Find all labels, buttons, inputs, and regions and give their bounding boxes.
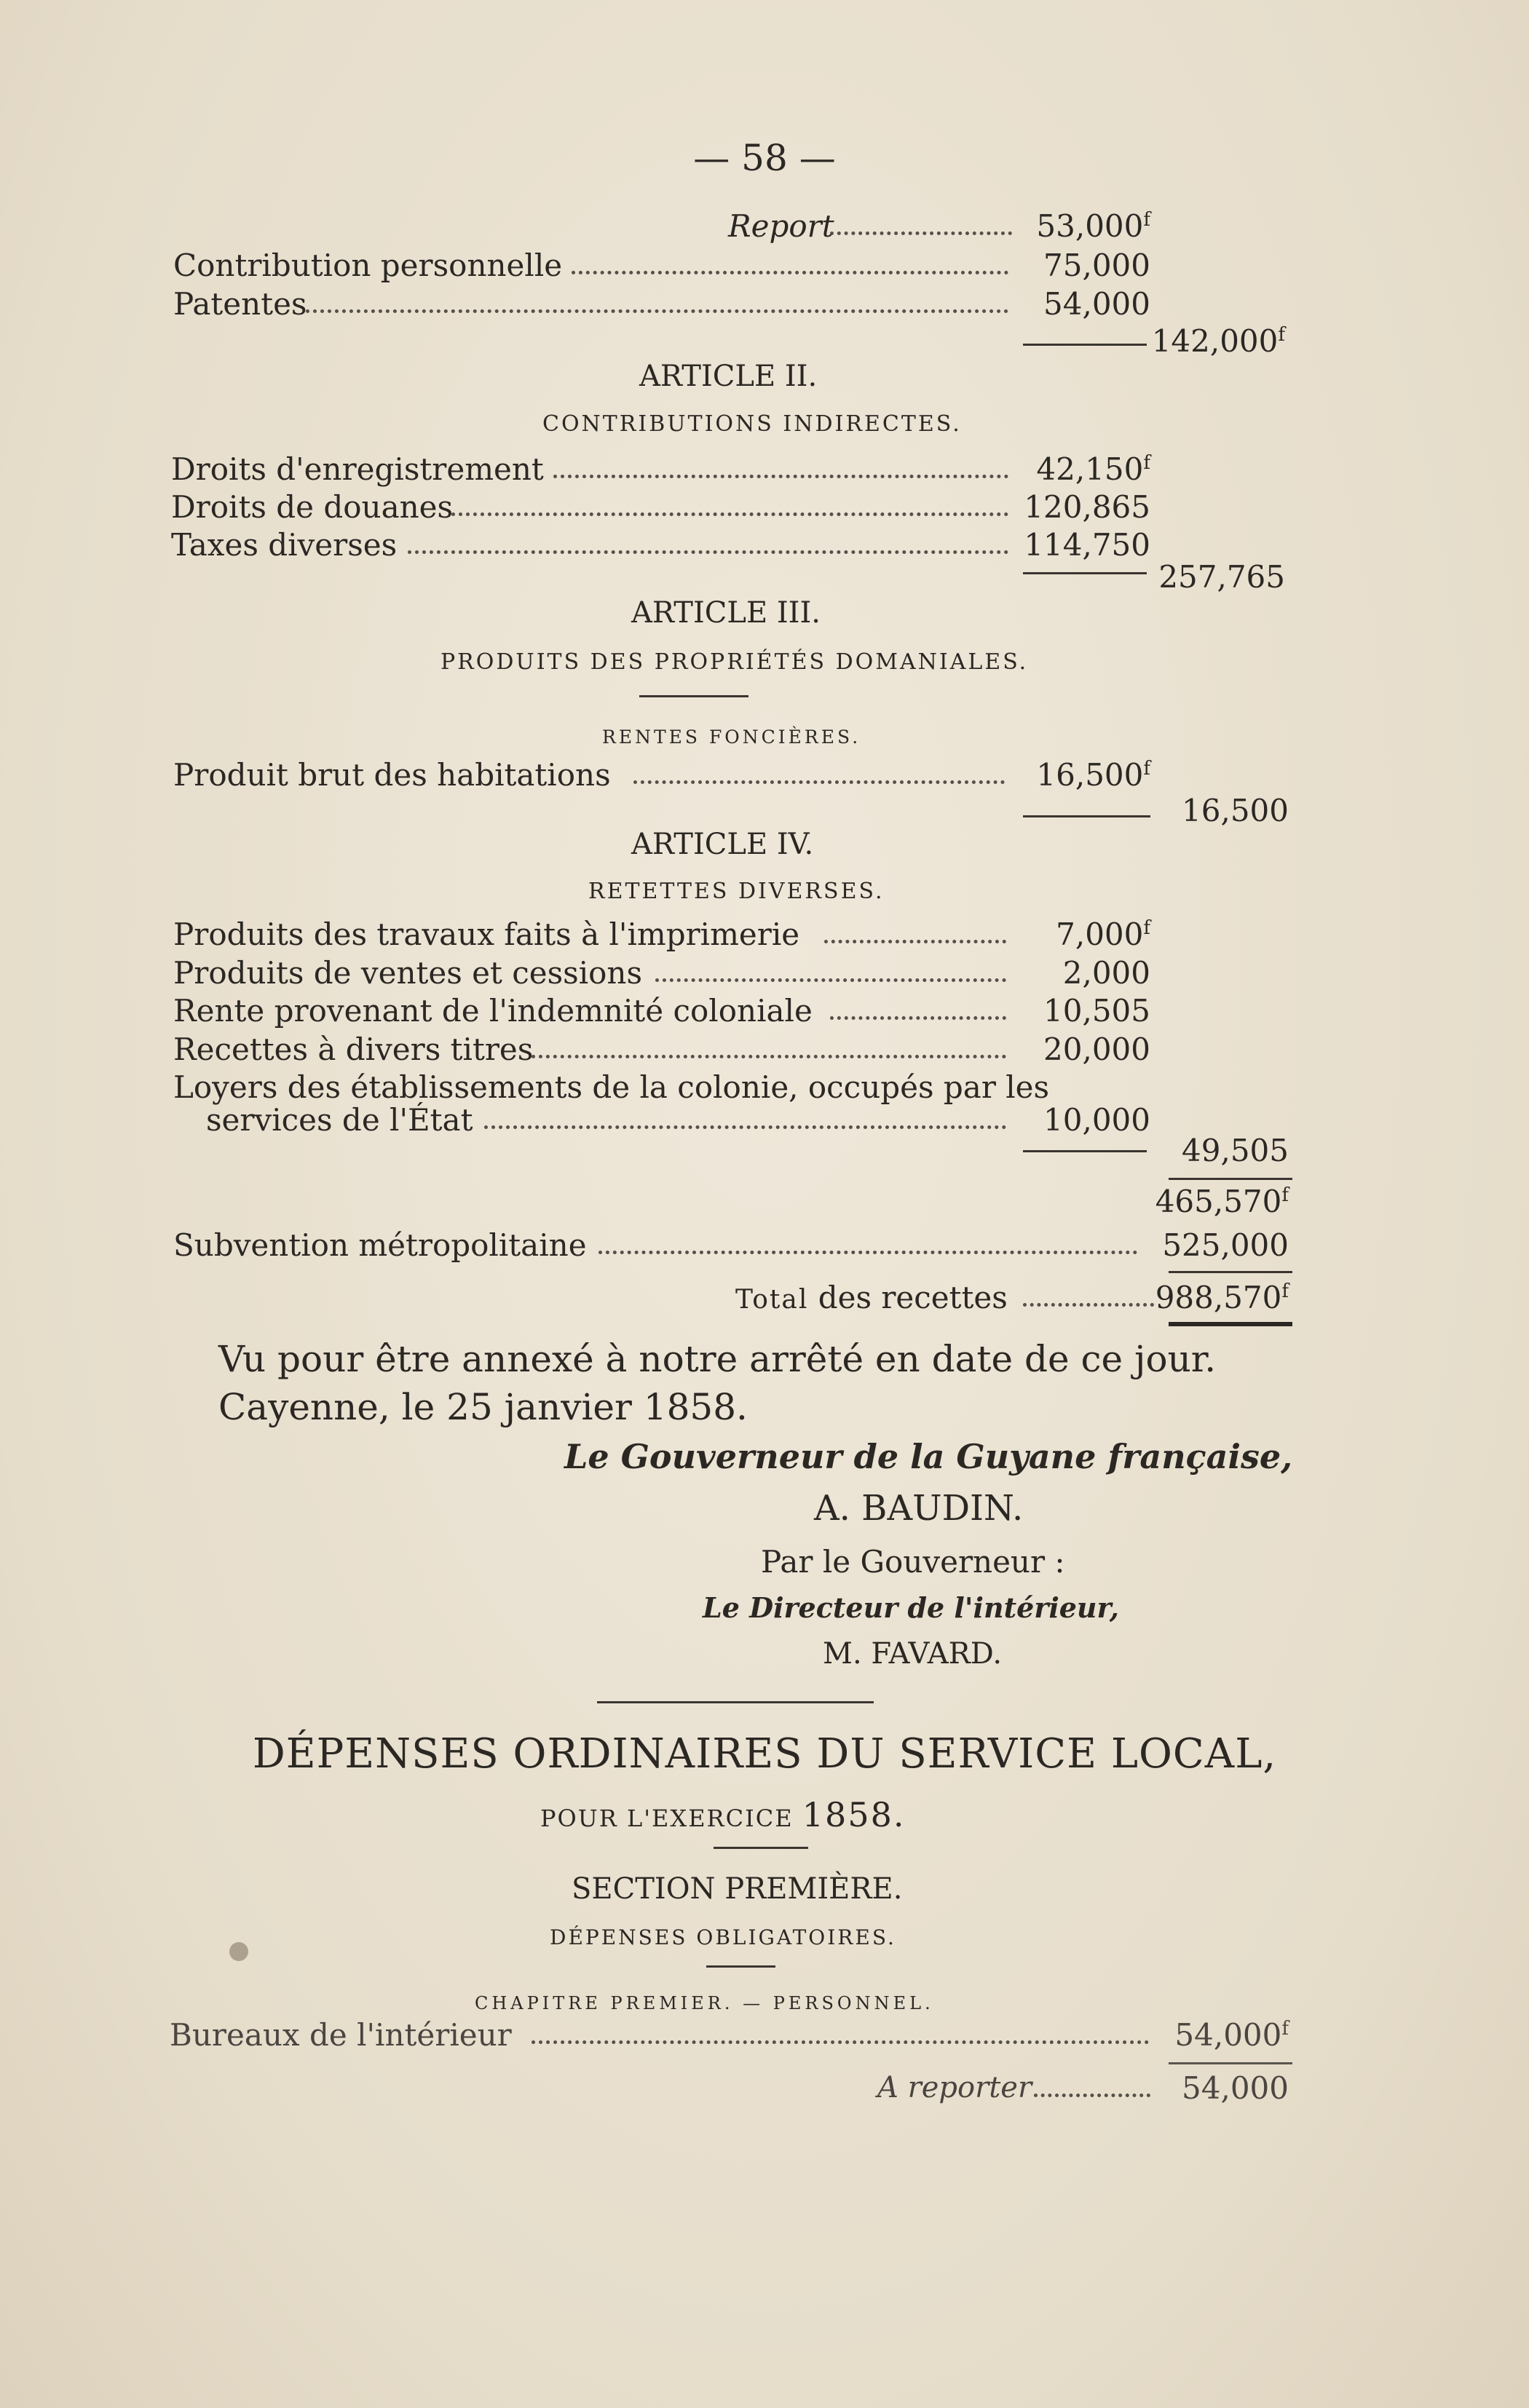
- exercice-label: POUR L'EXERCICE 1858.: [540, 1795, 906, 1834]
- amount-droits-enregistrement: 42,150$^f$: [1036, 451, 1150, 487]
- amount-ventes-cessions: 2,000: [1062, 955, 1150, 991]
- leader-dots: [484, 1125, 1006, 1129]
- amount-bureaux-interieur: 54,000$^f$: [1174, 2017, 1289, 2053]
- director-name: M. FAVARD.: [823, 1637, 1003, 1671]
- total-double-rule: [1169, 1322, 1292, 1326]
- leader-dots: [306, 309, 1008, 313]
- item-loyers-line1: Loyers des établissements de la colonie, occupés par les: [173, 1069, 1050, 1105]
- item-patentes: Patentes: [173, 286, 307, 322]
- amount-loyers: 10,000: [1043, 1102, 1150, 1138]
- ink-blot: [229, 1942, 248, 1961]
- amount-droits-douanes: 120,865: [1024, 489, 1150, 525]
- depenses-title: DÉPENSES ORDINAIRES DU SERVICE LOCAL,: [252, 1730, 1277, 1778]
- item-recettes-divers: Recettes à divers titres: [173, 1031, 534, 1067]
- total-amount: 988,570$^f$: [1155, 1280, 1289, 1315]
- leader-dots: [572, 271, 1008, 274]
- leader-dots: [451, 512, 1008, 516]
- amount-contribution-personnelle: 75,000: [1043, 247, 1150, 283]
- amount-patentes: 54,000: [1043, 286, 1150, 322]
- leader-dots: [830, 1016, 1006, 1020]
- leader-dots: [824, 940, 1006, 943]
- leader-dots: [655, 978, 1006, 982]
- date-line: Cayenne, le 25 janvier 1858.: [218, 1386, 748, 1428]
- leader-dots: [408, 550, 1008, 554]
- item-droits-enregistrement: Droits d'enregistrement: [171, 451, 544, 487]
- vu-line: Vu pour être annexé à notre arrêté en date de ce jour.: [218, 1338, 1217, 1380]
- subvention-amount: 525,000: [1162, 1227, 1289, 1263]
- report-amount: 53,000$^f$: [1036, 208, 1150, 244]
- separator-rule: [639, 695, 748, 697]
- item-ventes-cessions: Produits de ventes et cessions: [173, 955, 643, 991]
- leader-dots: [598, 1251, 1137, 1254]
- section-separator-rule: [597, 1701, 874, 1703]
- article-2-subtitle: CONTRIBUTIONS INDIRECTES.: [542, 411, 962, 437]
- separator-rule: [714, 1847, 808, 1849]
- item-bureaux-interieur: Bureaux de l'intérieur: [170, 2017, 512, 2053]
- director-title: Le Directeur de l'intérieur,: [703, 1591, 1120, 1624]
- report-label: Report: [728, 208, 834, 244]
- governor-title: Le Gouverneur de la Guyane française,: [564, 1437, 1293, 1476]
- item-travaux-imprimerie: Produits des travaux faits à l'imprimerie: [173, 916, 800, 952]
- separator-rule: [706, 1965, 775, 1968]
- item-rente-indemnite: Rente provenant de l'indemnité coloniale: [173, 993, 813, 1029]
- a-reporter-label: A reporter: [877, 2071, 1032, 2104]
- article-3-subtitle: PRODUITS DES PROPRIÉTÉS DOMANIALES.: [440, 649, 1029, 675]
- sum-rule: [1023, 815, 1150, 817]
- governor-name: A. BAUDIN.: [814, 1488, 1024, 1529]
- article-3-total: 16,500: [1182, 793, 1289, 828]
- page-number: — 58 —: [693, 137, 836, 179]
- subtotal-rule: [1169, 1178, 1292, 1180]
- reporter-rule: [1169, 2062, 1292, 2064]
- subtotal-amount: 465,570$^f$: [1155, 1184, 1289, 1219]
- par-le-gouverneur: Par le Gouverneur :: [761, 1544, 1065, 1580]
- section-subtitle: DÉPENSES OBLIGATOIRES.: [550, 1925, 896, 1949]
- amount-produit-brut: 16,500$^f$: [1036, 757, 1150, 793]
- amount-rente-indemnite: 10,505: [1043, 993, 1150, 1029]
- article-2-title: ARTICLE II.: [639, 360, 818, 393]
- amount-recettes-divers: 20,000: [1043, 1031, 1150, 1067]
- leader-dots: [1034, 2094, 1150, 2097]
- article-4-title: ARTICLE IV.: [631, 828, 814, 861]
- leader-dots: [633, 780, 1005, 784]
- amount-travaux-imprimerie: 7,000$^f$: [1056, 916, 1150, 952]
- leader-dots: [532, 1055, 1006, 1058]
- total-label: Total des recettes: [735, 1280, 1008, 1315]
- item-taxes-diverses: Taxes diverses: [171, 527, 398, 563]
- article-3-title: ARTICLE III.: [631, 596, 821, 630]
- article-4-subtitle: RETETTES DIVERSES.: [588, 879, 885, 904]
- leader-dots: [532, 2040, 1149, 2044]
- sum-rule: [1023, 344, 1147, 346]
- sum-rule: [1023, 572, 1147, 574]
- article-1-total: 142,000$^f$: [1151, 323, 1285, 359]
- article-4-total: 49,505: [1182, 1133, 1289, 1168]
- leader-dots: [830, 231, 1012, 235]
- leader-dots: [553, 475, 1008, 478]
- article-2-total: 257,765: [1158, 559, 1285, 595]
- amount-taxes-diverses: 114,750: [1024, 527, 1150, 563]
- sum-rule: [1023, 1150, 1147, 1152]
- subvention-label: Subvention métropolitaine: [173, 1227, 587, 1263]
- item-droits-douanes: Droits de douanes: [171, 489, 454, 525]
- section-title: SECTION PREMIÈRE.: [572, 1872, 903, 1906]
- a-reporter-amount: 54,000: [1182, 2070, 1289, 2106]
- item-produit-brut: Produit brut des habitations: [173, 757, 611, 793]
- leader-dots: [1023, 1303, 1154, 1307]
- item-loyers-line2: services de l'État: [206, 1102, 473, 1138]
- item-contribution-personnelle: Contribution personnelle: [173, 247, 563, 283]
- total-rule: [1169, 1271, 1292, 1273]
- article-3-sub2: RENTES FONCIÈRES.: [602, 726, 861, 748]
- chapitre-heading: CHAPITRE PREMIER. — PERSONNEL.: [475, 1993, 934, 2013]
